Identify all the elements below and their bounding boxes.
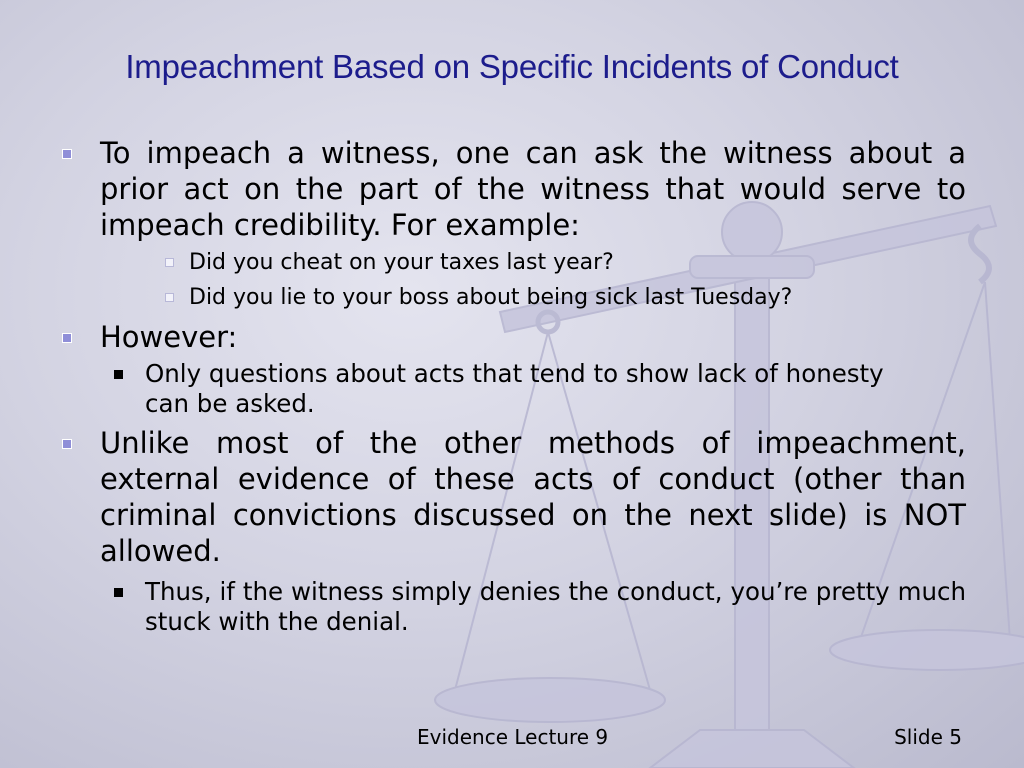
sub-bullet-item (62, 577, 966, 637)
footer-lecture: Evidence Lecture 9 (417, 725, 609, 749)
square-bullet-icon (114, 588, 123, 597)
bullet-text: To impeach a witness, one can ask the witness about a prior act on the part of the witness that would serve to impeach credibility. For example: (100, 136, 966, 242)
square-bullet-icon (165, 258, 174, 267)
slide-body (62, 132, 966, 637)
sub-bullet-item (62, 359, 935, 419)
slide-title: Impeachment Based on Specific Incidents of Conduct (125, 48, 899, 85)
bullet-text: However: (100, 320, 238, 354)
footer-slide-number: Slide 5 (894, 725, 962, 749)
sub-bullet-text: Only questions about acts that tend to show lack of honesty can be asked. (145, 359, 884, 418)
square-bullet-icon (62, 439, 72, 449)
bullet-item (62, 319, 966, 355)
sub-bullet-text: Did you cheat on your taxes last year? (189, 250, 614, 275)
square-bullet-icon (165, 293, 174, 302)
sub-bullet-text: Thus, if the witness simply denies the conduct, you’re pretty much stuck with the denial. (145, 577, 966, 636)
square-bullet-icon (62, 149, 72, 159)
sub-bullet-text: Did you lie to your boss about being sick last Tuesday? (189, 285, 793, 310)
square-bullet-icon (114, 370, 123, 379)
bullet-text: Unlike most of the other methods of impeachment, external evidence of these acts of conduct (other than criminal convictions discussed on the next slide) is NOT allowed. (100, 426, 966, 568)
sub-bullet-item (62, 245, 966, 280)
square-bullet-icon (62, 333, 72, 343)
sub-bullet-item (62, 280, 966, 315)
bullet-item (62, 425, 966, 569)
bullet-item (62, 135, 966, 243)
